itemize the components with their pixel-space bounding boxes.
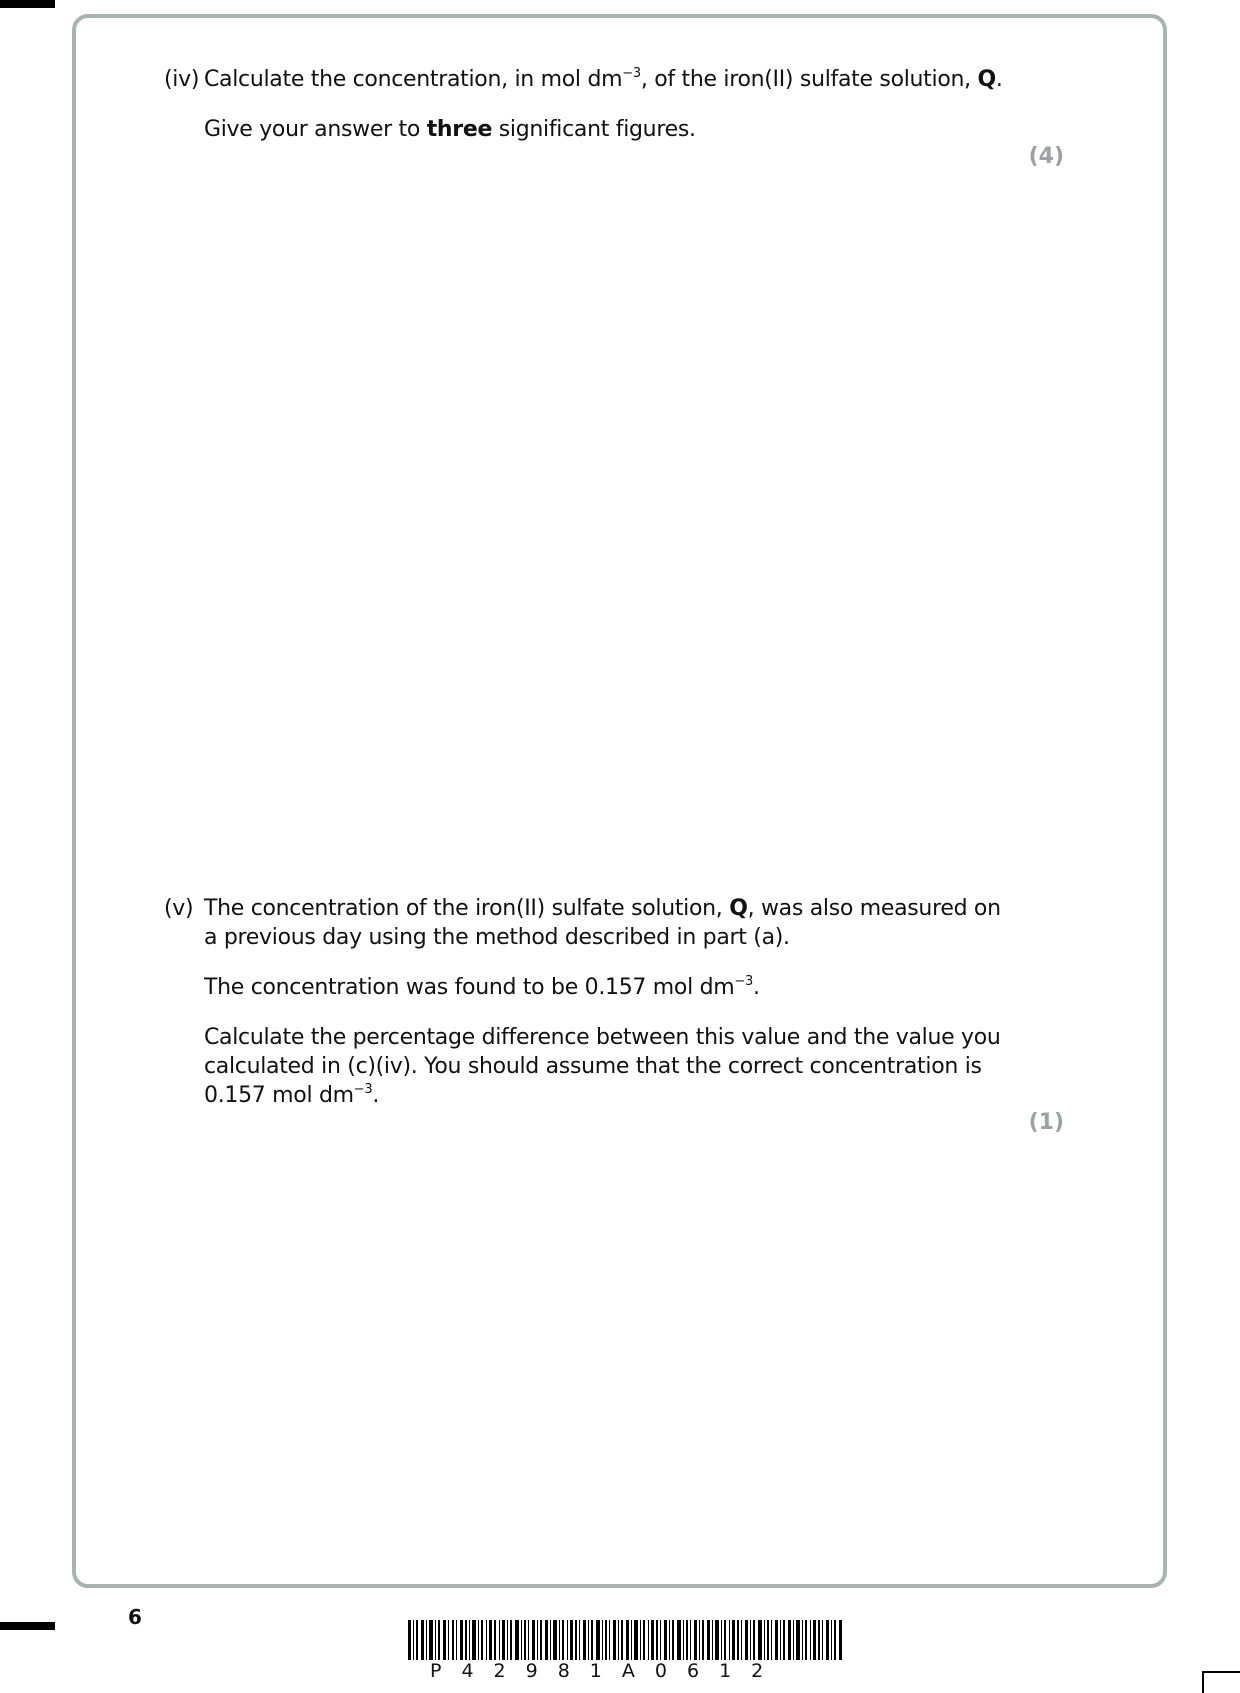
prompt-text: . [995, 67, 1003, 92]
marks-v: (1) [1028, 1110, 1064, 1135]
question-v-intro [204, 894, 1004, 952]
question-iv-instruction [204, 115, 1004, 144]
prompt-text: , was also measured on a previous day using the method described in part (a). [204, 896, 1001, 950]
barcode-icon [408, 1620, 844, 1660]
prompt-text: Calculate the concentration, in mol dm [204, 67, 623, 92]
instruction-text: Give your answer to [204, 117, 427, 142]
question-v-task [204, 1023, 1004, 1110]
question-number-v: (v) [164, 896, 194, 921]
registration-mark-bottom [0, 1622, 55, 1630]
instruction-text: significant figures. [492, 117, 696, 142]
prompt-text: Calculate the percentage difference between this value and the value you calculated in (c)(iv). You should assume that the correct concentration is 0.157 mol dm [204, 1025, 1001, 1108]
question-number-iv: (iv) [164, 67, 200, 92]
question-iv-prompt [204, 65, 1004, 94]
prompt-text: . [372, 1083, 380, 1108]
answer-space-v[interactable] [80, 1145, 1160, 1575]
question-v-given-value [204, 973, 1004, 1002]
prompt-text: , of the iron(II) sulfate solution, [640, 67, 978, 92]
bold-word: three [426, 117, 493, 142]
page-number: 6 [128, 1605, 142, 1629]
bold-label: Q [977, 67, 996, 92]
prompt-text: The concentration was found to be 0.157 mol dm [204, 975, 735, 1000]
marks-iv: (4) [1028, 144, 1064, 169]
superscript: −3 [734, 974, 753, 989]
barcode-number: P42981A0612 [430, 1660, 784, 1682]
prompt-text: . [752, 975, 760, 1000]
bold-label: Q [729, 896, 748, 921]
registration-mark-top [0, 0, 55, 8]
prompt-text: The concentration of the iron(II) sulfate solution, [204, 896, 730, 921]
corner-mark [1202, 1671, 1240, 1693]
answer-space-iv[interactable] [80, 180, 1160, 880]
superscript: −3 [622, 66, 641, 81]
superscript: −3 [353, 1082, 373, 1097]
